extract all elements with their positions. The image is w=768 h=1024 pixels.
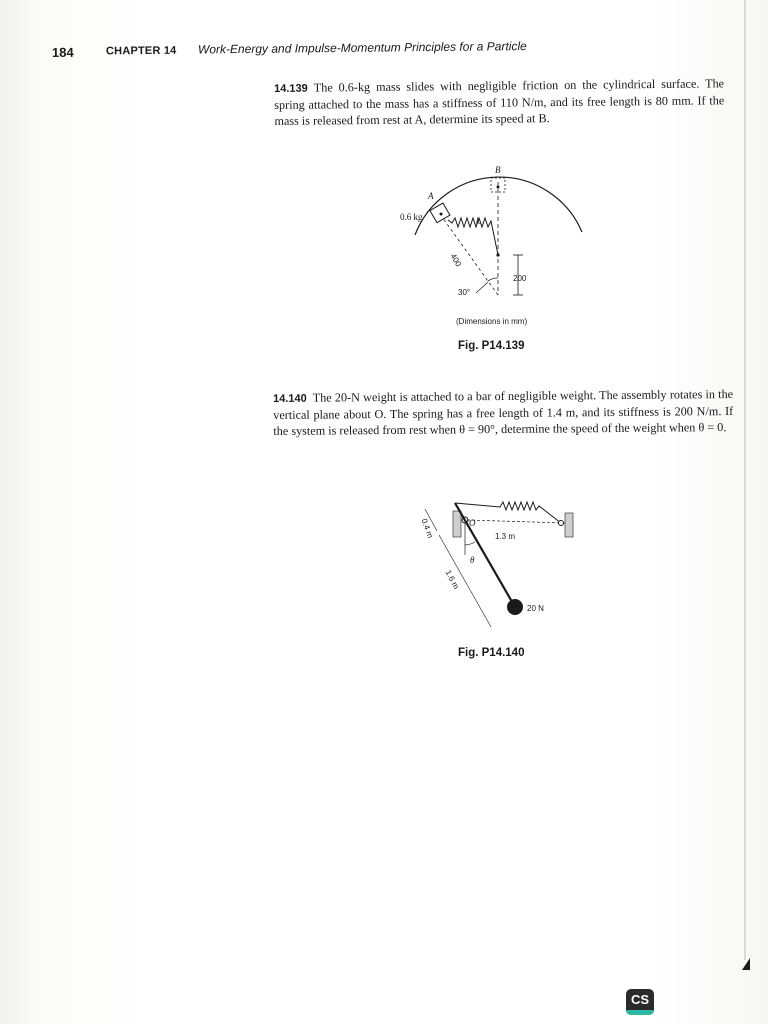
figure-caption-139: Fig. P14.139 [458,340,525,352]
chapter-label: CHAPTER 14 [105,44,177,58]
label-span: 1.3 m [495,532,516,541]
label-o: O [469,518,476,528]
label-a: A [428,191,434,201]
label-short-arm: 0.4 m [419,517,435,540]
figure-p14-139 [390,160,590,330]
camscanner-badge [626,989,654,1015]
page-edge [744,0,746,960]
problem-number: 14.139 [274,82,308,95]
label-k: k [476,216,480,226]
label-radius: 400 [448,252,464,269]
problem-text: The 20-N weight is attached to a bar of negligible weight. The assembly rotates in the vertical plane about O. The spring has a free length of 1.4 m, and its stiffness is 200 N/m. If the system is released from rest when θ = 90°, determine the speed of the weight when θ = 0. [273,386,734,438]
label-long-arm: 1.6 m [443,568,461,591]
problem-14-140 [273,386,733,439]
label-weight: 20 N [527,604,544,613]
label-mass: 0.6 kg [400,212,423,222]
problem-14-139 [274,75,724,129]
problem-number: 14.140 [273,392,307,405]
figure-p14-140 [395,495,595,635]
label-b: B [495,165,501,175]
dimensions-note: (Dimensions in mm) [456,317,528,326]
page-corner-mark [742,958,750,970]
problem-text: The 0.6-kg mass slides with negligible friction on the cylindrical surface. The spring attached to the mass has a stiffness of 110 N/m, and its free length is 80 mm. If the mass is released from rest at A, determine its speed at B. [274,76,725,128]
label-angle: 30° [458,288,471,297]
chapter-title: Work-Energy and Impulse-Momentum Principles for a Particle [197,39,527,57]
label-height: 200 [513,274,527,283]
label-theta: θ [470,555,475,565]
badge-bar [626,1010,654,1015]
page-number: 184 [51,44,74,60]
figure-caption-140: Fig. P14.140 [458,647,525,659]
badge-label: CS [630,992,650,1007]
